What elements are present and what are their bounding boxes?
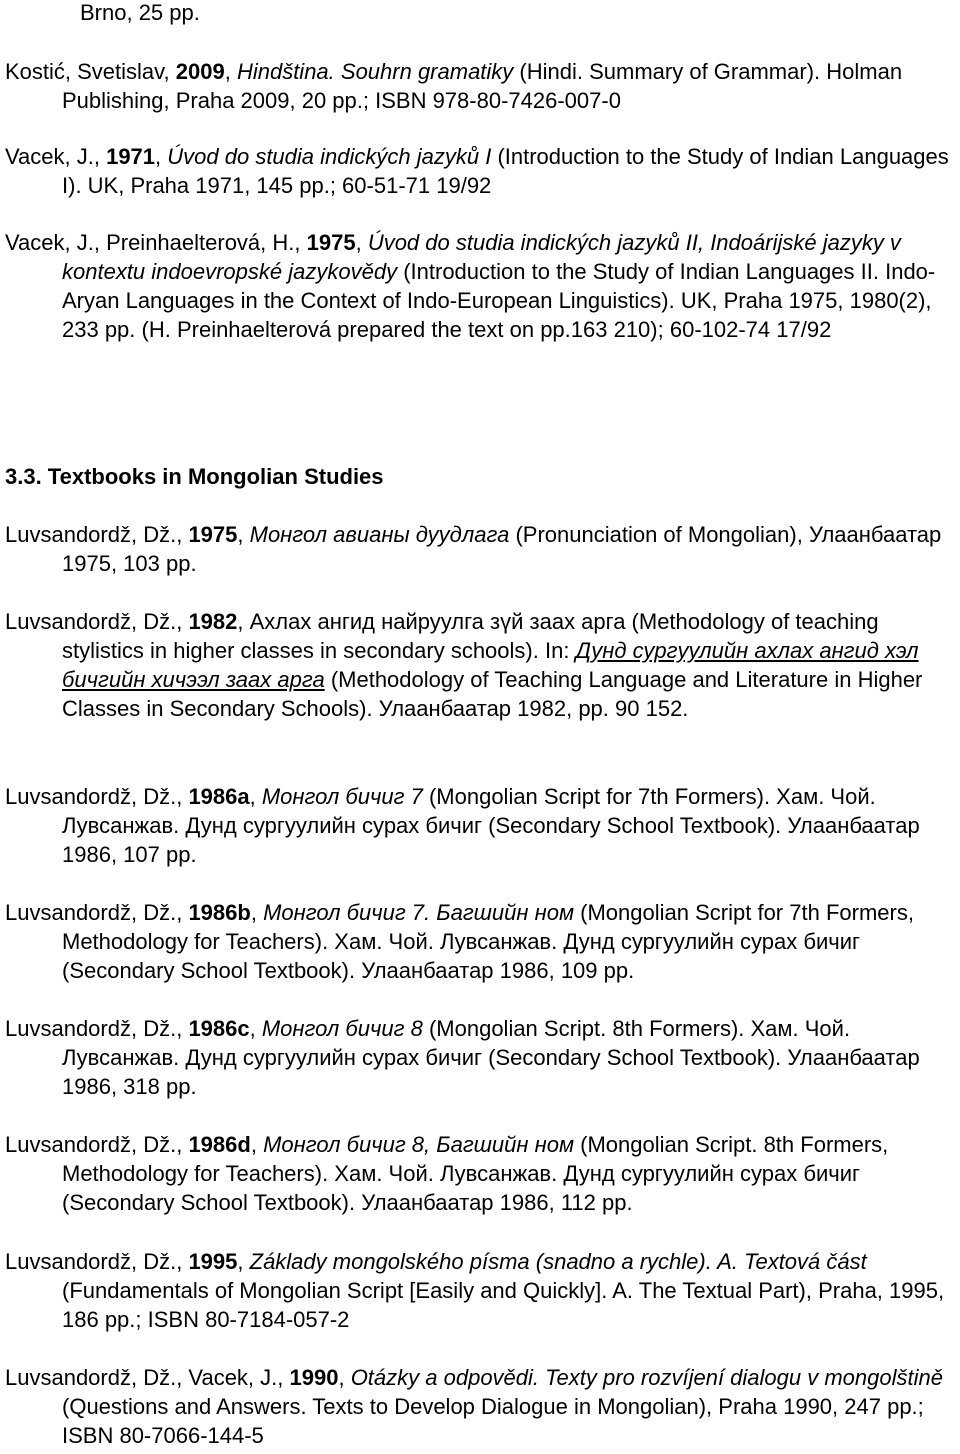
reference-title: Úvod do studia indických jazyků I <box>167 144 492 169</box>
reference-text: , <box>355 230 368 255</box>
reference-title: Дунд сургуулийн ахлах ангид хэл бичгийн хичээл заах арга <box>62 638 919 692</box>
reference-entry <box>5 1130 960 1217</box>
reference-text: , <box>249 784 262 809</box>
reference-entry <box>5 1363 960 1450</box>
reference-text: Kostić, Svetislav, <box>5 59 176 84</box>
reference-text: Luvsandordž, Dž., <box>5 522 189 547</box>
continued-citation-line: Brno, 25 pp. <box>80 0 200 25</box>
reference-year: 1975 <box>188 522 238 547</box>
reference-entry <box>5 898 960 985</box>
reference-text: (Mongolian Script for 7th Formers). Хам. Чой. Лувсанжав. Дунд сургуулийн сурах бичиг (Secondary School Textbook). Улаанбаатар 1986, 107 pp. <box>62 784 920 867</box>
reference-text: Vacek, J., Preinhaelterová, H., <box>5 230 307 255</box>
reference-entry <box>5 228 960 344</box>
reference-entry <box>5 782 960 869</box>
reference-text: Vacek, J., <box>5 144 107 169</box>
reference-text: Luvsandordž, Dž., <box>5 784 189 809</box>
reference-entry <box>5 1247 960 1334</box>
reference-year: 1990 <box>289 1365 339 1390</box>
reference-title: Монгол бичиг 8 <box>261 1016 423 1041</box>
reference-year: 1971 <box>106 144 156 169</box>
reference-year: 1986d <box>188 1132 251 1157</box>
reference-title: Монгол авианы дуудлага <box>249 522 510 547</box>
reference-text: Luvsandordž, Dž., <box>5 1132 189 1157</box>
reference-text: (Pronunciation of Mongolian), Улаанбаатар 1975, 103 pp. <box>62 522 942 576</box>
reference-text: Luvsandordž, Dž., Vacek, J., <box>5 1365 290 1390</box>
reference-year: 1986c <box>188 1016 250 1041</box>
reference-text: (Mongolian Script. 8th Formers). Хам. Чой. Лувсанжав. Дунд сургуулийн сурах бичиг (Secondary School Textbook). Улаанбаатар 1986, 318 pp. <box>62 1016 920 1099</box>
reference-year: 1995 <box>188 1249 238 1274</box>
reference-text: Luvsandordž, Dž., <box>5 900 189 925</box>
reference-year: 1982 <box>188 609 238 634</box>
section-heading: 3.3. Textbooks in Mongolian Studies <box>5 464 384 489</box>
reference-entry <box>5 1014 960 1101</box>
reference-entry <box>5 520 960 578</box>
reference-text: , <box>237 522 250 547</box>
reference-title: Монгол бичиг 8, Багшийн ном <box>263 1132 575 1157</box>
reference-text: (Mongolian Script. 8th Formers, Methodology for Teachers). Хам. Чой. Лувсанжав. Дунд сургуулийн сурах бичиг (Secondary School Textbook). Улаанбаатар 1986, 112 pp. <box>62 1132 889 1215</box>
reference-title: Монгол бичиг 7 <box>261 784 423 809</box>
reference-text: Luvsandordž, Dž., <box>5 609 189 634</box>
reference-title: Монгол бичиг 7. Багшийн ном <box>263 900 575 925</box>
reference-text: Luvsandordž, Dž., <box>5 1249 189 1274</box>
reference-text: (Hindi. Summary of Grammar). Holman Publishing, Praha 2009, 20 pp.; ISBN 978-80-7426-007-0 <box>62 59 903 113</box>
reference-text: , <box>338 1365 351 1390</box>
reference-text: (Introduction to the Study of Indian Languages II. Indo-Aryan Languages in the Context of Indo-European Linguistics). UK, Praha 1975, 1980(2), 233 pp. (H. Preinhaelterová prepared the text on pp.163 210); 60-102-74 17/92 <box>62 259 936 342</box>
reference-text: (Introduction to the Study of Indian Languages I). UK, Praha 1971, 145 pp.; 60-51-71 19/92 <box>62 144 949 198</box>
reference-text: (Methodology of Teaching Language and Literature in Higher Classes in Secondary Schools). Улаанбаатар 1982, pp. 90 152. <box>62 667 923 721</box>
reference-title: Otázky a odpovědi. Texty pro rozvíjení dialogu v mongolštině <box>350 1365 943 1390</box>
reference-text: , <box>237 1249 250 1274</box>
reference-text: Luvsandordž, Dž., <box>5 1016 189 1041</box>
reference-entry <box>5 57 960 115</box>
reference-text: , <box>250 1132 264 1157</box>
reference-year: 1986a <box>188 784 250 809</box>
reference-text: (Fundamentals of Mongolian Script [Easily and Quickly]. A. The Textual Part), Praha, 1995, 186 pp.; ISBN 80-7184-057-2 <box>62 1278 945 1332</box>
reference-title: Základy mongolského písma (snadno a rychle). A. Textová část <box>249 1249 867 1274</box>
reference-title: Úvod do studia indických jazyků II, Indoárijské jazyky v kontextu indoevropské jazykovědy <box>62 230 901 284</box>
reference-text: (Questions and Answers. Texts to Develop Dialogue in Mongolian), Praha 1990, 247 pp.; ISBN 80-7066-144-5 <box>62 1394 924 1448</box>
reference-text: (Mongolian Script for 7th Formers, Methodology for Teachers). Хам. Чой. Лувсанжав. Дунд сургуулийн сурах бичиг (Secondary School Textbook). Улаанбаатар 1986, 109 pp. <box>62 900 914 983</box>
reference-text: , <box>155 144 168 169</box>
reference-text: , <box>249 1016 262 1041</box>
reference-entry <box>5 142 960 200</box>
reference-text: , <box>224 59 237 84</box>
reference-title: Hindština. Souhrn gramatiky <box>236 59 514 84</box>
reference-text: , Ахлах ангид найруулга зүй заах арга (Methodology of teaching stylistics in higher classes in secondary schools). In: <box>62 609 879 663</box>
reference-year: 2009 <box>175 59 225 84</box>
reference-year: 1986b <box>188 900 251 925</box>
reference-text: , <box>250 900 264 925</box>
reference-year: 1975 <box>306 230 356 255</box>
reference-entry <box>5 607 960 723</box>
